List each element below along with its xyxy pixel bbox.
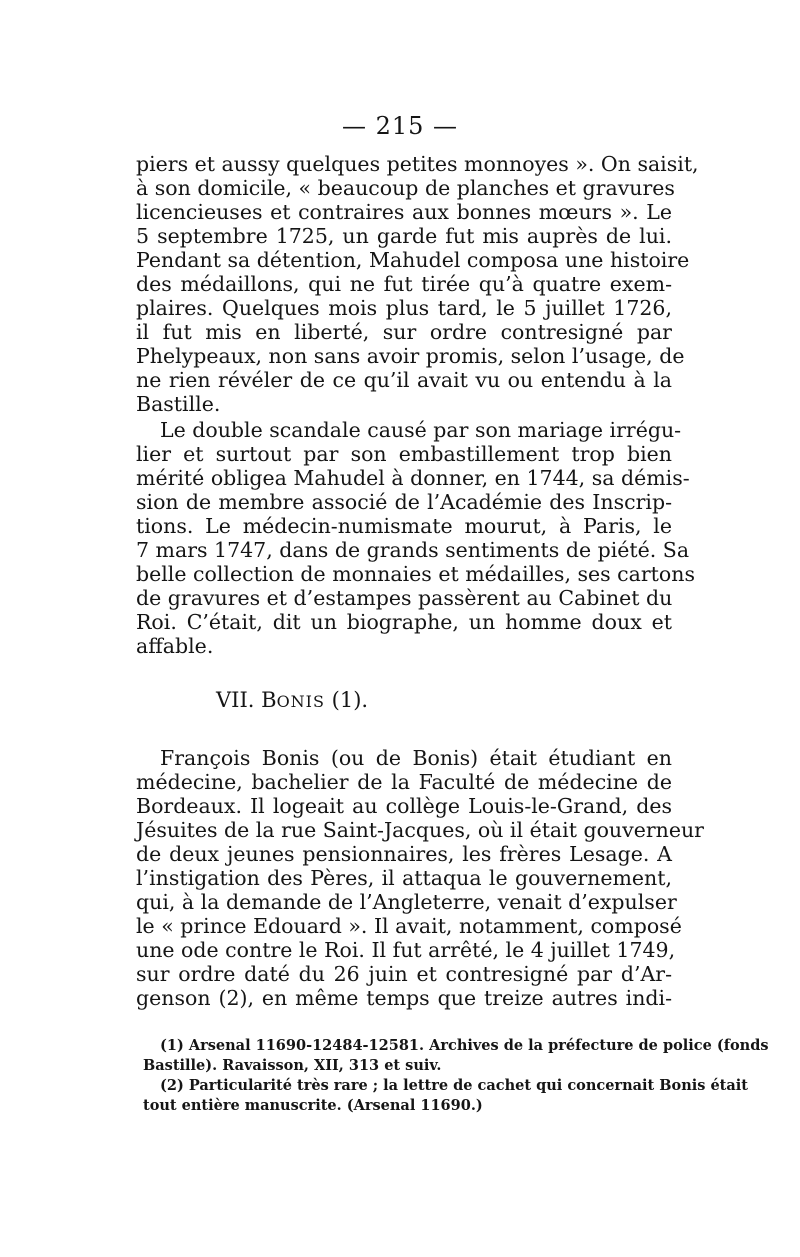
text-line: de deux jeunes pensionnaires, les frères Lesage. A (136, 842, 672, 866)
text-line: Pendant sa détention, Mahudel composa une histoire (136, 248, 690, 272)
text-line: Phelypeaux, non sans avoir promis, selon l’usage, de (136, 344, 685, 368)
text-line: ne rien révéler de ce qu’il avait vu ou entendu à la (136, 368, 672, 392)
section-note-ref: (1). (331, 688, 369, 712)
section-numeral: VII. (216, 688, 255, 712)
text-line: lier et surtout par son embastillement trop bien (136, 442, 672, 466)
text-line: affable. (136, 634, 214, 658)
text-line: François Bonis (ou de Bonis) était étudiant en (160, 746, 672, 770)
text-line: Roi. C’était, dit un biographe, un homme doux et (136, 610, 672, 634)
text-line: 5 septembre 1725, un garde fut mis auprès de lui. (136, 224, 672, 248)
section-name-rest: ONIS (276, 692, 325, 711)
text-line: belle collection de monnaies et médailles, ses cartons (136, 562, 695, 586)
text-line: médecine, bachelier de la Faculté de médecine de (136, 770, 672, 794)
text-line: 7 mars 1747, dans de grands sentiments de piété. Sa (136, 538, 690, 562)
text-line: mérité obligea Mahudel à donner, en 1744, sa démis- (136, 466, 690, 490)
footnote-line: (1) Arsenal 11690-12484-12581. Archives de la préfecture de police (fonds (160, 1037, 769, 1054)
text-line: le « prince Edouard ». Il avait, notamment, composé (136, 914, 682, 938)
footnote-line: (2) Particularité très rare ; la lettre de cachet qui concernait Bonis était (160, 1077, 748, 1094)
text-line: l’instigation des Pères, il attaqua le gouvernement, (136, 866, 672, 890)
footnote-line: Bastille). Ravaisson, XII, 313 et suiv. (143, 1057, 442, 1074)
text-line: sur ordre daté du 26 juin et contresigné par d’Ar- (136, 962, 672, 986)
text-line: qui, à la demande de l’Angleterre, venait d’expulser (136, 890, 677, 914)
text-line: à son domicile, « beaucoup de planches et gravures (136, 176, 675, 200)
text-line: tions. Le médecin-numismate mourut, à Paris, le (136, 514, 672, 538)
page-number: — 215 — (341, 112, 459, 140)
text-line: piers et aussy quelques petites monnoyes ». On saisit, (136, 152, 699, 176)
section-heading (216, 688, 368, 714)
text-line: Bordeaux. Il logeait au collège Louis-le-Grand, des (136, 794, 672, 818)
text-line: genson (2), en même temps que treize autres indi- (136, 986, 672, 1010)
text-line: Le double scandale causé par son mariage irrégu- (160, 418, 682, 442)
text-line: sion de membre associé de l’Académie des Inscrip- (136, 490, 672, 514)
text-line: des médaillons, qui ne fut tirée qu’à quatre exem- (136, 272, 672, 296)
text-line: licencieuses et contraires aux bonnes mœurs ». Le (136, 200, 672, 224)
text-line: Bastille. (136, 392, 221, 416)
text-line: il fut mis en liberté, sur ordre contresigné par (136, 320, 672, 344)
text-line: une ode contre le Roi. Il fut arrêté, le 4 juillet 1749, (136, 938, 676, 962)
text-line: Jésuites de la rue Saint-Jacques, où il était gouverneur (136, 818, 704, 842)
footnote-line: tout entière manuscrite. (Arsenal 11690.) (143, 1097, 483, 1114)
text-line: plaires. Quelques mois plus tard, le 5 juillet 1726, (136, 296, 672, 320)
section-name-initial: B (261, 688, 277, 712)
text-line: de gravures et d’estampes passèrent au Cabinet du (136, 586, 673, 610)
